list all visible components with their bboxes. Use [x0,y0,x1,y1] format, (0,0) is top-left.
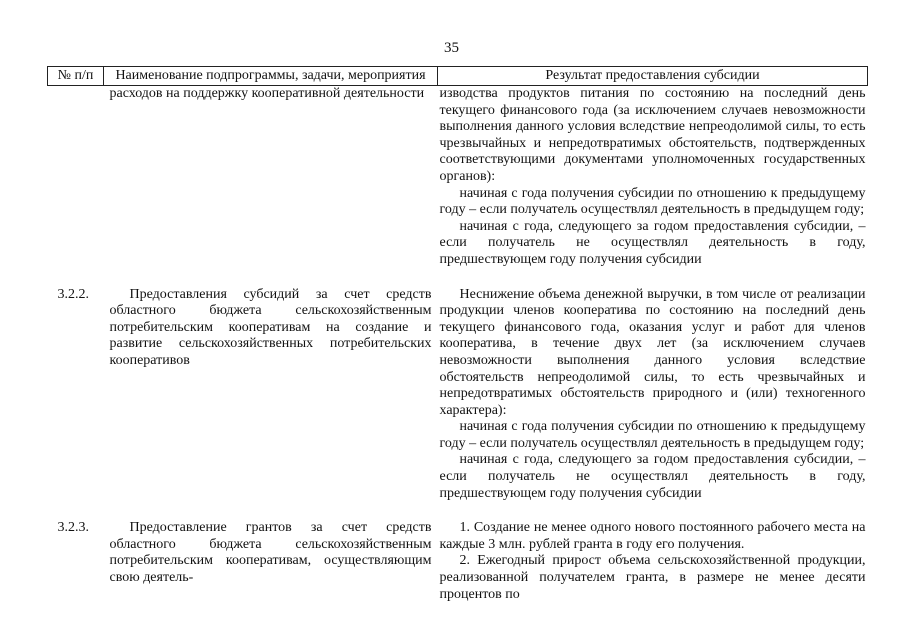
row-number [48,86,104,269]
table-row [48,287,868,503]
table-header-row [48,67,868,86]
table-row [48,520,868,603]
header-result: Результат предоставления субсидии [438,67,868,86]
row-number: 3.2.2. [57,286,89,302]
row-result [438,86,868,269]
result-paragraph: Неснижение объема денежной выручки, в том числе от реализации продукции членов кооператива по состоянию на последний день текущего финансового года, оказания услуг и работ для членов кооператива, в течение двух лет (за исключением случаев невозможности выполнения данного условия вследствие обстоятельств непреодолимой силы, то есть чрезвычайных и непредотвратимых обстоятельств природного и (или) техногенного характера): [439,286,866,418]
row-number: 3.2.3. [57,520,89,536]
page-number: 35 [444,40,459,56]
table-row [48,86,868,269]
row-name [104,86,438,269]
header-name: Наименование подпрограммы, задачи, мероприятия [104,67,438,86]
result-paragraph: 1. Создание не менее одного нового постоянного рабочего места на каждые 3 млн. рублей гранта в году его получения. [439,520,866,552]
result-paragraph: начиная с года получения субсидии по отношению к предыдущему году – если получатель осуществлял деятельность в предыдущем году; [439,185,866,218]
result-paragraph: изводства продуктов питания по состоянию на последний день текущего финансового года (за исключением случаев невозможности выполнения данного условия вследствие непреодолимой силы, то есть чрезвычайных и непредотвратимых обстоятельств, подтвержденных соответствующими документами уполномоченных государственных органов): [439,86,866,184]
row-name [104,287,438,503]
row-name-text: расходов на поддержку кооперативной деятельности [109,86,425,101]
row-name [104,520,438,603]
row-result [438,287,868,503]
result-paragraph: начиная с года получения субсидии по отношению к предыдущему году – если получатель осуществлял деятельность в предыдущем году; [439,419,866,451]
row-spacer [48,502,868,520]
subsidy-results-table [47,66,868,603]
row-result [438,520,868,603]
result-paragraph: начиная с года, следующего за годом предоставления субсидии, – если получатель не осуществлял деятельность в году, предшествующем году получения субсидии [439,452,866,501]
header-number: № п/п [48,67,104,86]
row-name-text: Предоставление грантов за счет средств областного бюджета сельскохозяйственным потребительским кооперативам, осуществляющим свою деятель- [109,520,432,586]
result-paragraph: начиная с года, следующего за годом предоставления субсидии, – если получатель не осуществлял деятельность в году, предшествующем году получения субсидии [439,218,866,267]
row-name-text: Предоставления субсидий за счет средств областного бюджета сельскохозяйственным потребительским кооперативам на создание и развитие сельскохозяйственных потребительских кооперативов [109,286,432,368]
row-spacer [48,269,868,287]
result-paragraph: 2. Ежегодный прирост объема сельскохозяйственной продукции, реализованной получателем гранта, в размере не менее десяти процентов по [439,553,866,602]
